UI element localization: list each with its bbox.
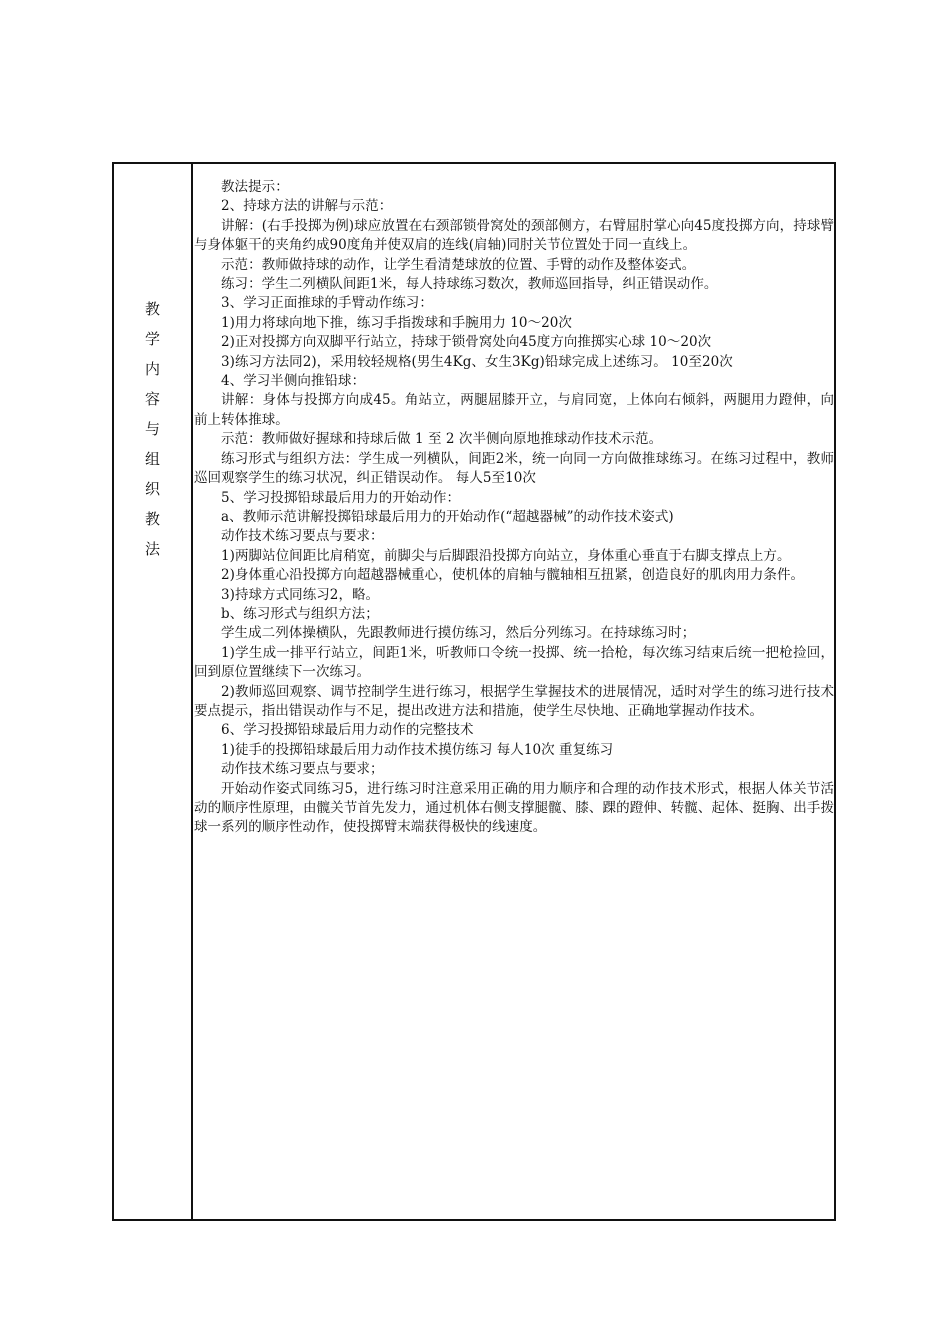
section-heading: 3、学习正面推球的手臂动作练习： [221,295,433,312]
paragraph: 讲解：(右手投掷为例)球应放置在右颈部锁骨窝处的颈部侧方，右臂屈肘掌心向45度投掷方向，持球臂与身体躯干的夹角约成90度角并使双肩的连线(肩轴)同肘关节位置处于同一直线上。 [194,217,834,254]
section-heading: 6、学习投掷铅球最后用力动作的完整技术 [221,722,474,739]
section-label-cell [114,164,193,1219]
paragraph: b、练习形式与组织方法； [221,605,379,622]
section-label-char: 教 [144,300,160,318]
paragraph: 3)练习方法同2)，采用较轻规格(男生4Kg、女生3Kg)铅球完成上述练习。 10至20次 [221,353,733,370]
paragraph: 讲解：身体与投掷方向成45。角站立，两腿屈膝开立，与肩同宽，上体向右倾斜，两腿用力蹬伸，向前上转体推球。 [194,392,834,428]
section-heading: 4、学习半侧向推铅球： [221,373,366,390]
lesson-plan-table [112,162,836,1221]
section-label-char: 织 [144,480,160,498]
paragraph: 学生成二列体操横队，先跟教师进行摸仿练习，然后分列练习。在持球练习时； [221,625,696,642]
paragraph: 2)教师巡回观察、调节控制学生进行练习，根据学生掌握技术的进展情况，适时对学生的练习进行技术要点提示，指出错误动作与不足，提出改进方法和措施，使学生尽快地、正确地掌握动作技术。 [194,683,834,719]
section-label-char: 内 [144,360,160,378]
paragraph: 1)两脚站位间距比肩稍宽，前脚尖与后脚跟沿投掷方向站立，身体重心垂直于右脚支撑点上方。 [221,547,791,564]
paragraph: 3)持球方式同练习2，略。 [221,586,380,603]
paragraph: 动作技术练习要点与要求： [221,528,384,545]
paragraph: 教法提示： [221,179,289,195]
section-label-char: 与 [144,420,160,438]
paragraph: 示范：教师做好握球和持球后做 1 至 2 次半侧向原地推球动作技术示范。 [221,431,663,448]
paragraph: 1)用力将球向地下推，练习手指拨球和手腕用力 10～20次 [221,314,572,331]
paragraph: 2)正对投掷方向双脚平行站立，持球于锁骨窝处向45度方向推掷实心球 10～20次 [221,334,712,351]
paragraph: 练习：学生二列横队间距1米，每人持球练习数次，教师巡回指导，纠正错误动作。 [221,276,718,293]
section-label-char: 容 [144,390,160,408]
paragraph: 1)徒手的投掷铅球最后用力动作技术摸仿练习 每人10次 重复练习 [221,741,614,758]
paragraph: 示范：教师做持球的动作，让学生看清楚球放的位置、手臂的动作及整体姿式。 [221,256,696,273]
paragraph: 动作技术练习要点与要求； [221,761,384,778]
paragraph: 练习形式与组织方法：学生成一列横队，间距2米，统一向同一方向做推球练习。在练习过程中，教师巡回观察学生的练习状况，纠正错误动作。 每人5至10次 [194,450,834,487]
section-heading: 5、学习投掷铅球最后用力的开始动作： [221,489,460,506]
paragraph: 2)身体重心沿投掷方向超越器械重心，使机体的肩轴与髋轴相互扭紧，创造良好的肌肉用力条件。 [221,567,805,584]
paragraph: 1)学生成一排平行站立，间距1米，听教师口令统一投掷、统一拾枪，每次练习结束后统一把枪捡回，回到原位置继续下一次练习。 [194,644,834,681]
section-label-char: 法 [144,540,160,558]
section-label-char: 学 [144,330,160,348]
paragraph: 开始动作姿式同练习5，进行练习时注意采用正确的用力顺序和合理的动作技术形式，根据人体关节活动的顺序性原理，由髋关节首先发力，通过机体右侧支撑腿髋、膝、踝的蹬伸、转髋、起体、挺胸、出手拨球一系列的顺序性动作，使投掷臂末端获得极快的线速度。 [194,780,834,836]
content-cell [193,164,834,1219]
section-heading: 2、持球方法的讲解与示范： [221,198,393,215]
section-label-char: 组 [144,450,160,468]
section-label-char: 教 [144,510,160,528]
paragraph: a、教师示范讲解投掷铅球最后用力的开始动作(“超越器械”的动作技术姿式) [221,508,674,525]
